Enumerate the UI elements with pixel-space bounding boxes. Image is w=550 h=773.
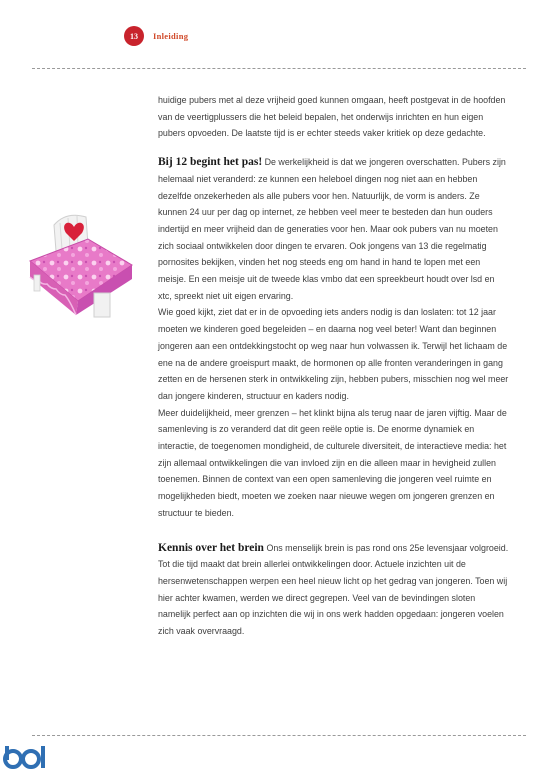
top-divider [32,68,526,69]
section-heading: Kennis over het brein [158,541,264,554]
bed-illustration [20,203,140,331]
section1-paragraph-2: Wie goed kijkt, ziet dat er in de opvoeding iets anders nodig is dan loslaten: tot 12 jaar moeten we kinderen goed begeleiden – en daarna nog veel beter! Want dan beginnen jongeren aan een ontdekkingstocht op weg naar hun volwassen ik. Terwijl het lichaam de ene na de andere groeispurt maakt, de hormonen op alle fronten veranderingen in gang zetten en de hersenen sterk in ontwikkeling zijn, hebben pubers, misschien nog wel meer dan jongere kinderen, structuur en kaders nodig. [158,307,509,401]
page-header [124,26,188,46]
section2-paragraph-1 [158,540,510,640]
intro-paragraph: huidige pubers met al deze vrijheid goed kunnen omgaan, heeft postgevat in de hoofden van de veertigplussers die het beleid bepalen, het onderwijs inrichten en hun eigen pubers opvoeden. De laatste tijd is er echter steeds vaker kritiek op deze gedachte. [158,95,506,139]
section1-text: De werkelijkheid is dat we jongeren overschatten. Pubers zijn helemaal niet veranderd: ze kunnen een heleboel dingen nog niet aan en hebben dezelfde onzekerheden als alle pubers voor hen. Natuurlijk, de vorm is anders. Ze kunnen 24 uur per dag op internet, ze hebben veel meer te besteden dan hun ouders indertijd en meer vrijheid dan de generaties voor hen. Maar ook pubers van nu moeten zich sociaal ontwikkelen door dingen te ervaren. Ook jongens van 13 die regelmatig pornosites bekijken, vinden het nog steeds eng om hand in hand te lopen met een meisje. En een meisje uit de tweede klas vmbo dat een spreekbeurt houdt over lsd en xtc, spreekt niet uit eigen ervaring. [158,157,506,301]
section-heading: Bij 12 begint het pas! [158,156,263,169]
bottom-divider [32,735,526,736]
section1-paragraph-1 [158,154,510,304]
bol-logo [3,744,51,770]
main-text [158,92,510,640]
section1-paragraph-3: Meer duidelijkheid, meer grenzen – het klinkt bijna als terug naar de jaren vijftig. Maar de samenleving is zo veranderd dat dit geen reële optie is. De enorme dynamiek en interactie, de toegenomen mondigheid, de culturele diversiteit, de interactieve media: het zijn allemaal ontwikkelingen die van invloed zijn en die alleen maar in hevigheid zullen toenemen. Binnen de context van een open samenleving die jongeren veel ruimte en mogelijkheden biedt, moeten we zoeken naar nieuwe wegen om jongeren grenzen en structuur te bieden. [158,407,507,518]
page-number-badge: 13 [124,26,144,46]
section-title: Inleiding [153,31,189,41]
section2-text: Ons menselijk brein is pas rond ons 25e levensjaar volgroeid. Tot die tijd maakt dat brein allerlei ontwikkelingen door. Actuele inzichten uit de hersenwetenschappen werpen een heel nieuw licht op het gedrag van jongeren. Toen wij hier achter kwamen, werden we direct gegrepen. Veel van de bevindingen sloten namelijk perfect aan op inzichten die wij in ons werk hadden opgedaan: jongeren voelen zich vaak overvraagd. [158,542,509,637]
